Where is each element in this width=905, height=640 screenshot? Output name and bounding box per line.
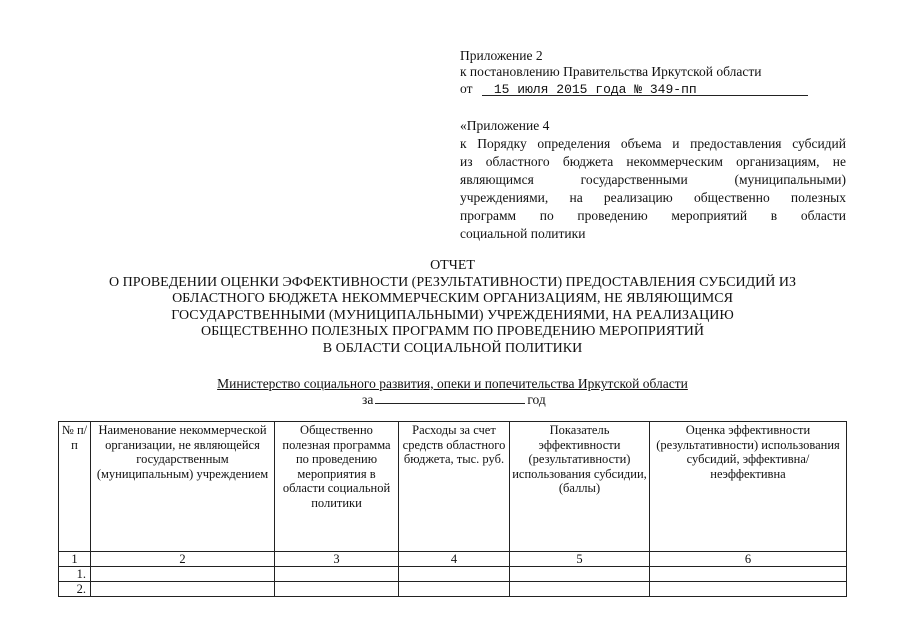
appendix-4-line: к Порядку определения объема и предоставления субсидий <box>460 136 846 151</box>
table-row <box>59 582 847 597</box>
table-row <box>59 567 847 582</box>
table-cell[interactable] <box>91 567 275 582</box>
report-title-line: ОБЛАСТНОГО БЮДЖЕТА НЕКОММЕРЧЕСКИМ ОРГАНИЗАЦИЯМ, НЕ ЯВЛЯЮЩИМСЯ <box>172 291 733 306</box>
ministry-name: Министерство социального развития, опеки и попечительства Иркутской области <box>217 376 688 391</box>
appendix-4-description <box>460 135 846 243</box>
column-header-indicator: Показатель эффективности (результативности) использования субсидии, (баллы) <box>510 422 650 552</box>
report-title-line: В ОБЛАСТИ СОЦИАЛЬНОЙ ПОЛИТИКИ <box>322 340 583 356</box>
period-year-blank[interactable] <box>375 391 525 404</box>
resolution-date-line <box>460 80 697 99</box>
row-index: 1. <box>59 567 91 582</box>
column-header-evaluation: Оценка эффективности (результативности) использования субсидий, эффективна/неэффективна <box>650 422 847 552</box>
table-cell[interactable] <box>510 582 650 597</box>
column-header-organization: Наименование некоммерческой организации, не являющейся государственным (муниципальным) учреждением <box>91 422 275 552</box>
period-prefix: за <box>362 392 374 407</box>
table-cell[interactable] <box>650 567 847 582</box>
table-cell[interactable] <box>650 582 847 597</box>
table-cell[interactable] <box>275 582 399 597</box>
appendix-4-line: учреждениями, на реализацию общественно полезных <box>460 190 846 205</box>
table-cell[interactable] <box>275 567 399 582</box>
report-title-line: О ПРОВЕДЕНИИ ОЦЕНКИ ЭФФЕКТИВНОСТИ (РЕЗУЛЬТАТИВНОСТИ) ПРЕДОСТАВЛЕНИЯ СУБСИДИЙ ИЗ <box>109 274 796 290</box>
period-suffix: год <box>527 392 546 407</box>
appendix-label: Приложение 2 <box>460 48 543 63</box>
report-title <box>0 258 905 357</box>
table-cell[interactable] <box>399 567 510 582</box>
table-cell[interactable] <box>510 567 650 582</box>
report-title-line: ОБЩЕСТВЕННО ПОЛЕЗНЫХ ПРОГРАММ ПО ПРОВЕДЕНИЮ МЕРОПРИЯТИЙ <box>200 324 705 339</box>
column-number-row <box>59 552 847 567</box>
appendix-4-line: программ по проведению мероприятий в области <box>460 208 846 223</box>
table-header-row <box>59 422 847 552</box>
report-period <box>362 391 546 408</box>
report-table <box>58 421 847 597</box>
report-title-line: ГОСУДАРСТВЕННЫМИ (МУНИЦИПАЛЬНЫМИ) УЧРЕЖДЕНИЯМИ, НА РЕАЛИЗАЦИЮ <box>171 307 734 323</box>
date-underline <box>482 95 808 96</box>
column-number: 6 <box>650 552 847 567</box>
column-number: 4 <box>399 552 510 567</box>
resolution-reference: к постановлению Правительства Иркутской области <box>460 64 762 79</box>
resolution-date: 15 июля 2015 года № 349-пп <box>493 82 697 97</box>
ministry-name-line <box>0 375 905 392</box>
appendix-4-line: социальной политики <box>460 226 586 241</box>
table-cell[interactable] <box>399 582 510 597</box>
table-cell[interactable] <box>91 582 275 597</box>
appendix-4-line: из областного бюджета некоммерческим организациям, не <box>460 154 846 169</box>
from-prefix: от <box>460 81 473 96</box>
column-header-expenses: Расходы за счет средств областного бюджета, тыс. руб. <box>399 422 510 552</box>
column-number: 2 <box>91 552 275 567</box>
column-number: 5 <box>510 552 650 567</box>
appendix-4-line: являющимся государственными (муниципальными) <box>460 172 846 187</box>
column-header-program: Общественно полезная программа по проведению мероприятия в области социальной политики <box>275 422 399 552</box>
column-number: 1 <box>59 552 91 567</box>
report-title-line: ОТЧЕТ <box>430 258 475 273</box>
column-header-number: № п/п <box>59 422 91 552</box>
appendix-4-label: «Приложение 4 <box>460 118 550 133</box>
column-number: 3 <box>275 552 399 567</box>
row-index: 2. <box>59 582 91 597</box>
